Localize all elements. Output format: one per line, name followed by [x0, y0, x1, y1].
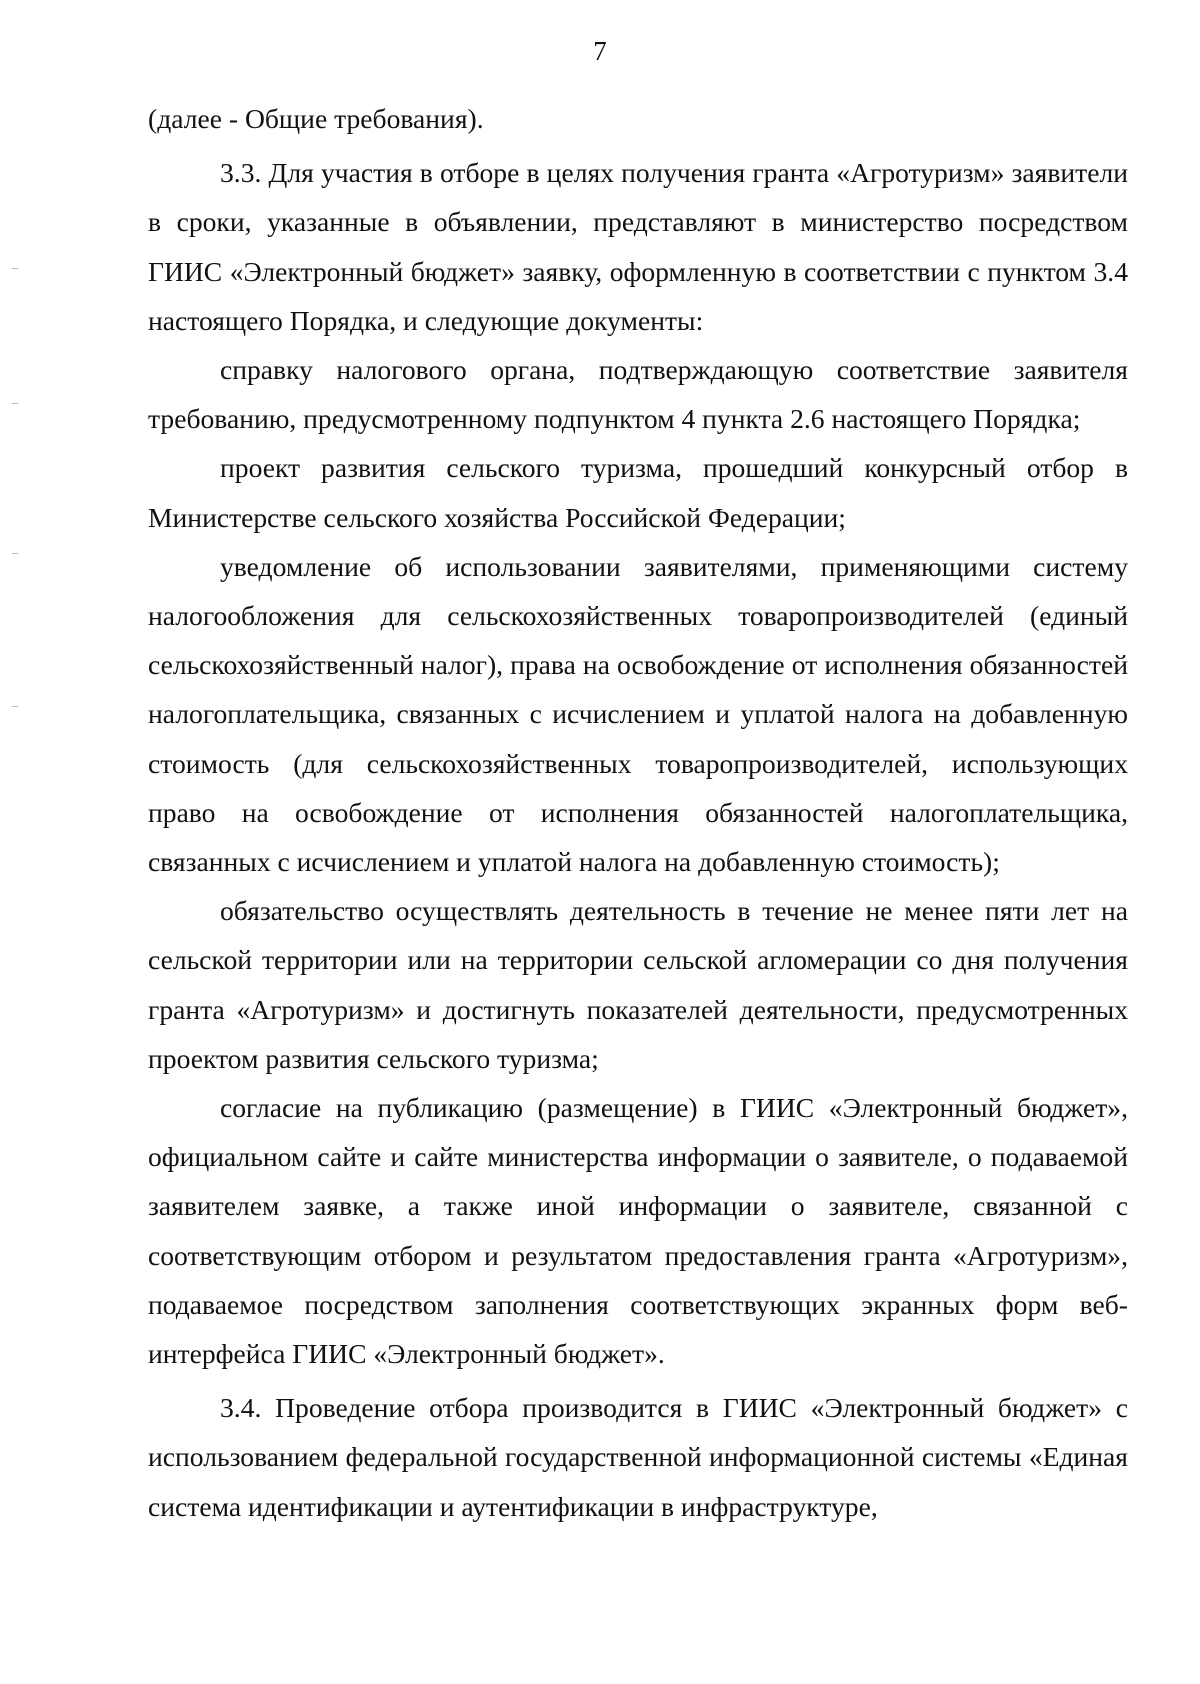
- margin-mark: [12, 403, 18, 404]
- margin-mark: [12, 553, 18, 554]
- page-number: 7: [593, 36, 607, 66]
- paragraph-publication-consent: согласие на публикацию (размещение) в ГИИС «Электронный бюджет», официальном сайте и сайте министерства информации о заявителе, о подаваемой заявителем заявке, а также иной информации о заявителе, связанной с соответствующим отбором и результатом предоставления гранта «Агротуризм», подаваемое посредством заполнения соответствующих экранных форм веб-интерфейса ГИИС «Электронный бюджет».: [148, 1092, 1128, 1370]
- paragraph-tourism-project: проект развития сельского туризма, прошедший конкурсный отбор в Министерстве сельского хозяйства Российской Федерации;: [148, 452, 1128, 533]
- paragraph-tax-notification: уведомление об использовании заявителями, применяющими систему налогообложения для сельскохозяйственных товаропроизводителей (единый сельскохозяйственный налог), права на освобождение от исполнения обязанностей налогоплательщика, связанных с исчислением и уплатой налога на добавленную стоимость (для сельскохозяйственных товаропроизводителей, использующих право на освобождение от исполнения обязанностей налогоплательщика, связанных с исчислением и уплатой налога на добавленную стоимость);: [148, 550, 1128, 878]
- paragraph-obligation: обязательство осуществлять деятельность в течение не менее пяти лет на сельской территории или на территории сельской агломерации со дня получения гранта «Агротуризм» и достигнуть показателей деятельности, предусмотренных проектом развития сельского туризма;: [148, 895, 1128, 1074]
- paragraph-tax-certificate: справку налогового органа, подтверждающую соответствие заявителя требованию, предусмотренному подпунктом 4 пункта 2.6 настоящего Порядка;: [148, 354, 1128, 435]
- document-body: [148, 94, 1128, 1531]
- paragraph-continuation: (далее - Общие требования).: [148, 103, 484, 134]
- paragraph-3-4: 3.4. Проведение отбора производится в ГИИС «Электронный бюджет» с использованием федеральной государственной информационной системы «Единая система идентификации и аутентификации в инфраструктуре,: [148, 1392, 1128, 1522]
- paragraph-3-3: 3.3. Для участия в отборе в целях получения гранта «Агротуризм» заявители в сроки, указанные в объявлении, представляют в министерство посредством ГИИС «Электронный бюджет» заявку, оформленную в соответствии с пунктом 3.4 настоящего Порядка, и следующие документы:: [148, 157, 1128, 336]
- margin-mark: [12, 706, 18, 707]
- margin-mark: [12, 268, 18, 269]
